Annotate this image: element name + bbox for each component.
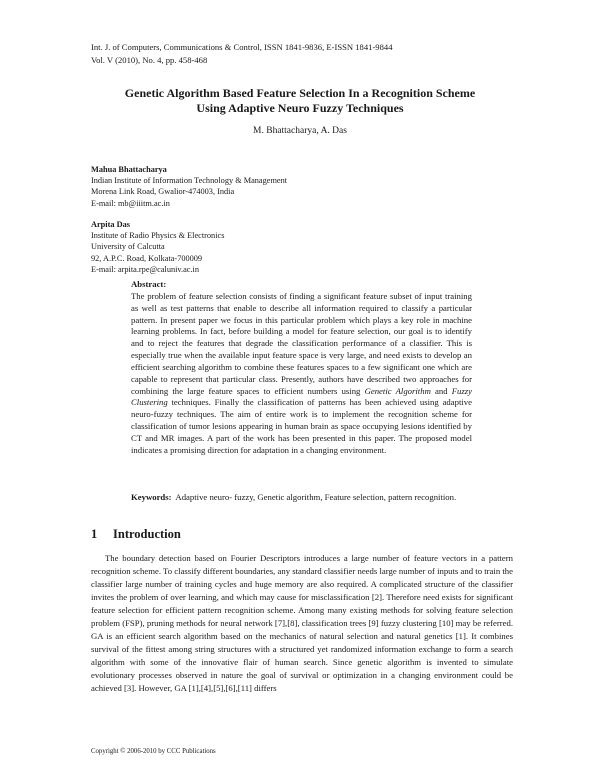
affiliation-name: Arpita Das (91, 220, 130, 229)
affiliation-institute: Institute of Radio Physics & Electronics (91, 231, 225, 241)
affiliation-university: University of Calcutta (91, 242, 165, 252)
keywords (131, 491, 472, 503)
intro-paragraph: The boundary detection based on Fourier Descriptors introduces a large number of feature vectors in a pattern recognition scheme. To classify different boundaries, any standard classifier needs large number of inputs and to train the classifier large number of training cycles and huge memory are also required. A complicated structure of the classifier invites the problem of over learning, and which may cause for misclassification [2]. Therefore need exists for significant feature selection for efficient pattern recognition scheme. Among many existing methods for solving feature selection problem (FSP), pruning methods for neural network [7],[8], classification trees [9] fuzzy clustering [10] may be referred. GA is an efficient search algorithm based on the mechanics of natural selection and natural genetics [1]. It combines survival of the fittest among string structures with a structured yet randomized information exchange to form a search algorithm with some of the innovative flair of human search. Since genetic algorithm is invented to simulate evolutionary processes observed in nature the goal of survival or optimization in a changing environment could be achieved [3]. However, GA [1],[4],[5],[6],[11] differs (91, 553, 513, 693)
abstract-text-c: techniques. Finally the classification of patterns has been achieved using adaptive neuro-fuzzy techniques. The aim of entire work is to implement the recognition scheme for classification of tumor lesions appearing in human brain as space occupying lesions identified by CT and MR images. A part of the work has been presented in this paper. The proposed model indicates a promising direction for adaptation in a changing environment. (131, 397, 472, 455)
abstract-text-b: and (430, 385, 452, 396)
paper-title (60, 86, 540, 116)
journal-line-1: Int. J. of Computers, Communications & Control, ISSN 1841-9836, E-ISSN 1841-9844 (91, 42, 393, 52)
abstract-emphasis-ga: Genetic Algorithm (364, 385, 431, 396)
copyright-footer: Copyright © 2006-2010 by CCC Publications (91, 748, 216, 755)
abstract-heading: Abstract: (131, 279, 167, 289)
affiliation-address: 92, A.P.C. Road, Kolkata-700009 (91, 253, 203, 263)
author-list: M. Bhattacharya, A. Das (253, 126, 347, 136)
affiliation-1 (91, 164, 287, 209)
abstract-body (131, 291, 472, 457)
section-number: 1 (91, 527, 98, 541)
abstract-emphasis-fuzzy: Fuzzy Clustering (131, 385, 473, 408)
section-title: Introduction (113, 527, 181, 541)
title-line-2: Using Adaptive Neuro Fuzzy Techniques (196, 101, 404, 115)
journal-header (91, 41, 393, 67)
affiliation-email: E-mail: arpita.rpe@caluniv.ac.in (91, 264, 200, 274)
keywords-label: Keywords: (131, 492, 172, 502)
abstract-text-a: The problem of feature selection consists of finding a significant feature subset of input training as well as test patterns that enable to describe all information required to classify a particular pattern. In present paper we focus in this particular problem which plays a key role in machine learning problems. In fact, before building a model for feature selection, our goal is to identify and to reject the features that degrade the classification performance of a classifier. This is especially true when the available input feature space is very large, and need exists to develop an efficient searching algorithm to combine these features spaces to a few significant one which are capable to represent that particular class. Presently, authors have described two approaches for combining the large feature spaces to efficient numbers using (131, 290, 472, 396)
affiliation-institute: Indian Institute of Information Technology & Management (91, 176, 288, 186)
abstract (131, 279, 472, 457)
affiliation-email: E-mail: mb@iiitm.ac.in (91, 198, 170, 208)
journal-line-2: Vol. V (2010), No. 4, pp. 458-468 (91, 55, 208, 65)
title-line-1: Genetic Algorithm Based Feature Selection In a Recognition Scheme (124, 86, 476, 100)
affiliation-name: Mahua Bhattacharya (91, 165, 167, 174)
affiliation-address: Morena Link Road, Gwalior-474003, India (91, 187, 235, 197)
keywords-text: Adaptive neuro- fuzzy, Genetic algorithm, Feature selection, pattern recognition. (175, 492, 457, 502)
section-heading (91, 527, 181, 542)
affiliation-2 (91, 219, 224, 275)
